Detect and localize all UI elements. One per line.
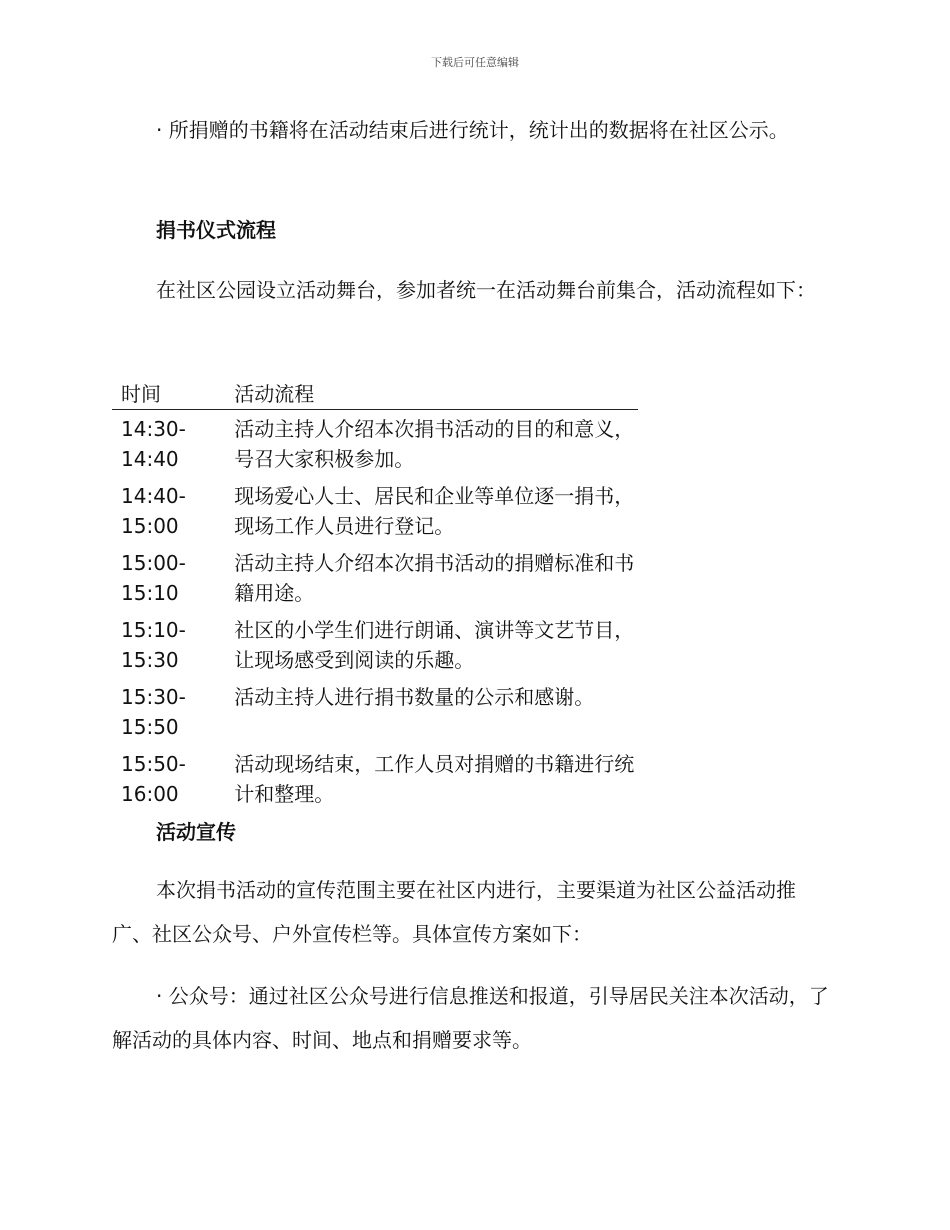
schedule-time: 15:30- 15:50 [121, 685, 186, 739]
bullet-wechat-account: · 公众号：通过社区公众号进行信息推送和报道，引导居民关注本次活动，了解活动的具体内容、时间、地点和捐赠要求等。 [112, 984, 829, 1052]
table-row [112, 678, 638, 745]
column-header-time: 时间 [112, 378, 225, 410]
schedule-activity: 社区的小学生们进行朗诵、演讲等文艺节目，让现场感受到阅读的乐趣。 [234, 618, 635, 672]
table-row [112, 745, 638, 812]
schedule-time: 14:40- 15:00 [121, 484, 186, 538]
schedule-activity: 活动主持人进行捐书数量的公示和感谢。 [234, 685, 595, 709]
promotion-description: 本次捐书活动的宣传范围主要在社区内进行，主要渠道为社区公益活动推广、社区公众号、户外宣传栏等。具体宣传方案如下： [112, 878, 796, 946]
page-header-note: 下载后可任意编辑 [431, 56, 519, 69]
schedule-time: 15:50- 16:00 [121, 752, 186, 806]
schedule-time: 15:10- 15:30 [121, 618, 186, 672]
section-heading-promotion: 活动宣传 [156, 820, 236, 844]
schedule-activity: 活动现场结束，工作人员对捐赠的书籍进行统计和整理。 [234, 752, 635, 806]
schedule-time: 14:30- 14:40 [121, 417, 186, 471]
table-row [112, 544, 638, 611]
bullet-book-statistics: · 所捐赠的书籍将在活动结束后进行统计，统计出的数据将在社区公示。 [156, 118, 789, 142]
schedule-table [112, 378, 638, 812]
table-row [112, 477, 638, 544]
schedule-activity: 活动主持人介绍本次捐书活动的捐赠标准和书籍用途。 [234, 551, 635, 605]
ceremony-description: 在社区公园设立活动舞台，参加者统一在活动舞台前集合，活动流程如下： [156, 278, 816, 302]
schedule-header-row [112, 378, 638, 410]
column-header-activity: 活动流程 [225, 378, 638, 410]
schedule-activity: 现场爱心人士、居民和企业等单位逐一捐书，现场工作人员进行登记。 [234, 484, 635, 538]
table-row [112, 410, 638, 478]
section-heading-ceremony: 捐书仪式流程 [156, 218, 276, 242]
schedule-time: 15:00- 15:10 [121, 551, 186, 605]
schedule-activity: 活动主持人介绍本次捐书活动的目的和意义，号召大家积极参加。 [234, 417, 635, 471]
table-row [112, 611, 638, 678]
